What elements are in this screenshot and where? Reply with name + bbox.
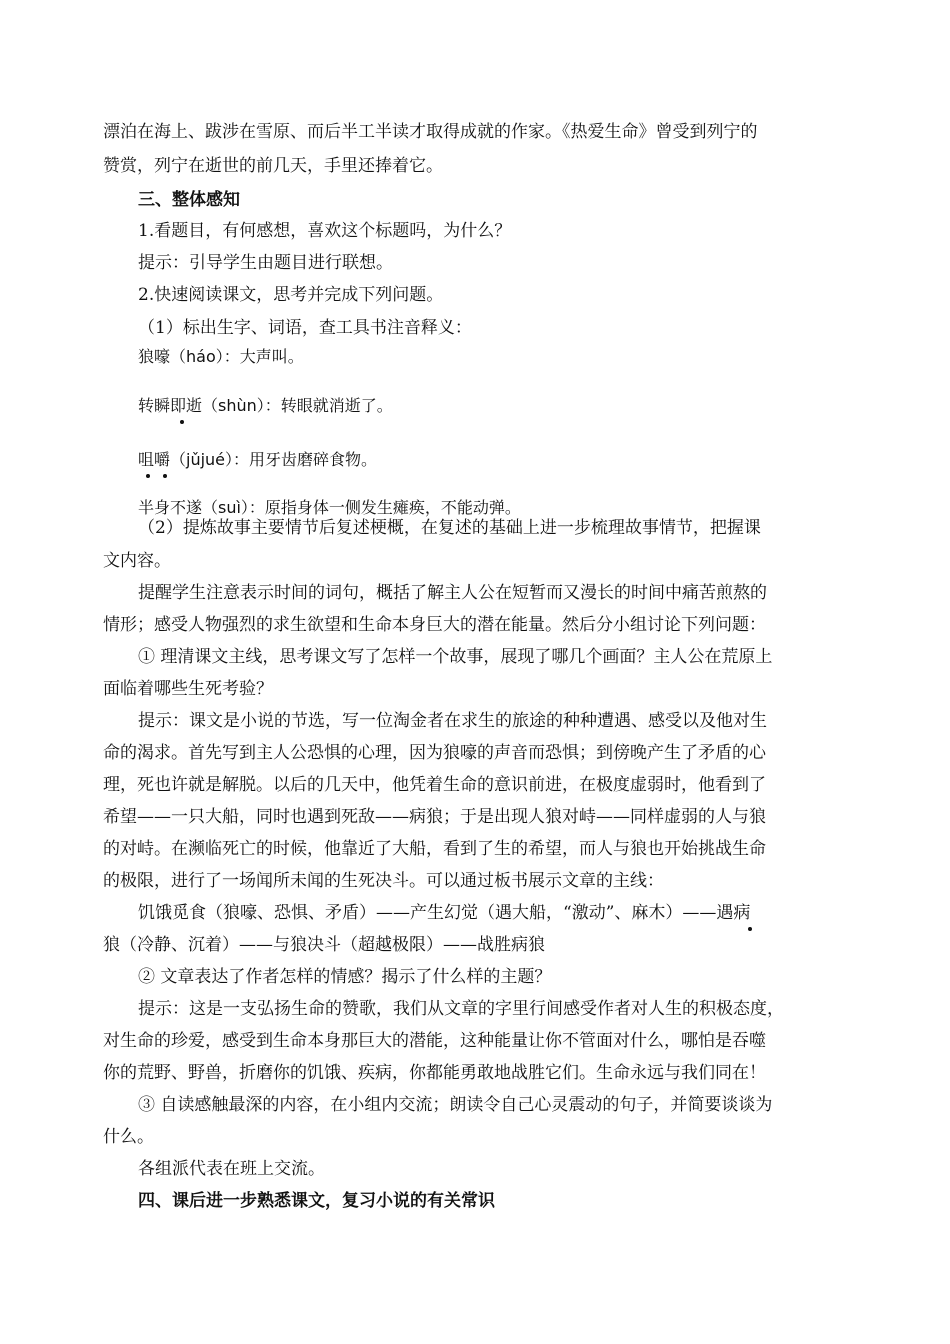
- paragraph-line: 对生命的珍爱，感受到生命本身那巨大的潜能，这种能量让你不管面对什么，哪怕是吞噬: [103, 1031, 766, 1051]
- vocab-entry: 转瞬即逝（shùn）：转眼就消逝了。: [138, 396, 393, 415]
- paragraph-line: 1.看题目，有何感想，喜欢这个标题吗，为什么？: [138, 221, 512, 241]
- paragraph-line: 提示：课文是小说的节选，写一位淘金者在求生的旅途的种种遭遇、感受以及他对生: [138, 711, 767, 731]
- section-heading: 四、课后进一步熟悉课文，复习小说的有关常识: [138, 1191, 495, 1211]
- paragraph-line: 你的荒野、野兽，折磨你的饥饿、疾病，你都能勇敢地战胜它们。生命永远与我们同在！: [103, 1063, 766, 1083]
- paragraph-line: 狼（冷静、沉着）——与狼决斗（超越极限）——战胜病狼: [103, 935, 545, 955]
- paragraph-line: 饥饿觅食（狼嚎、恐惧、矛盾）——产生幻觉（遇大船，“激动”、麻木）——遇病: [138, 903, 751, 923]
- vocab-entry: 半身不遂（suì）：原指身体一侧发生瘫痪，不能动弹。: [138, 498, 521, 517]
- paragraph-line: 赞赏，列宁在逝世的前几天，手里还捧着它。: [103, 156, 443, 176]
- paragraph-line: （2）提炼故事主要情节后复述梗概，在复述的基础上进一步梳理故事情节，把握课: [138, 518, 761, 538]
- paragraph-line: ② 文章表达了作者怎样的情感？揭示了什么样的主题？: [138, 967, 552, 987]
- paragraph-line: 的对峙。在濒临死亡的时候，他靠近了大船，看到了生的希望，而人与狼也开始挑战生命: [103, 839, 766, 859]
- paragraph-line: 理，死也许就是解脱。以后的几天中，他凭着生命的意识前进，在极度虚弱时，他看到了: [103, 775, 766, 795]
- paragraph-line: 面临着哪些生死考验？: [103, 679, 273, 699]
- emphasis-dot: [748, 927, 752, 931]
- paragraph-line: 情形；感受人物强烈的求生欲望和生命本身巨大的潜在能量。然后分小组讨论下列问题：: [103, 615, 766, 635]
- vocab-entry: 狼嚎（háo）：大声叫。: [138, 347, 304, 366]
- paragraph-line: ③ 自读感触最深的内容，在小组内交流；朗读令自己心灵震动的句子，并简要谈谈为: [138, 1095, 773, 1115]
- paragraph-line: 提示：引导学生由题目进行联想。: [138, 253, 393, 273]
- emphasis-dot: [163, 474, 167, 478]
- paragraph-line: 命的渴求。首先写到主人公恐惧的心理，因为狼嚎的声音而恐惧；到傍晚产生了矛盾的心: [103, 743, 766, 763]
- paragraph-line: 文内容。: [103, 551, 171, 571]
- section-heading: 三、整体感知: [138, 190, 240, 210]
- paragraph-line: 的极限，进行了一场闻所未闻的生死决斗。可以通过板书展示文章的主线：: [103, 871, 664, 891]
- emphasis-dot: [180, 420, 184, 424]
- paragraph-line: ① 理清课文主线，思考课文写了怎样一个故事，展现了哪几个画面？主人公在荒原上: [138, 647, 773, 667]
- paragraph-line: 各组派代表在班上交流。: [138, 1159, 325, 1179]
- paragraph-line: （1）标出生字、词语，查工具书注音释义：: [138, 318, 472, 338]
- paragraph-line: 提醒学生注意表示时间的词句，概括了解主人公在短暂而又漫长的时间中痛苦煎熬的: [138, 583, 767, 603]
- paragraph-line: 2.快速阅读课文，思考并完成下列问题。: [138, 285, 444, 305]
- paragraph-line: 提示：这是一支弘扬生命的赞歌，我们从文章的字里行间感受作者对人生的积极态度，: [138, 999, 784, 1019]
- emphasis-dot: [146, 474, 150, 478]
- paragraph-line: 漂泊在海上、跋涉在雪原、而后半工半读才取得成就的作家。《热爱生命》曾受到列宁的: [103, 122, 758, 142]
- vocab-entry: 咀嚼（jǔjué）：用牙齿磨碎食物。: [138, 450, 378, 469]
- paragraph-line: 希望——一只大船，同时也遇到死敌——病狼；于是出现人狼对峙——同样虚弱的人与狼: [103, 807, 766, 827]
- paragraph-line: 什么。: [103, 1127, 154, 1147]
